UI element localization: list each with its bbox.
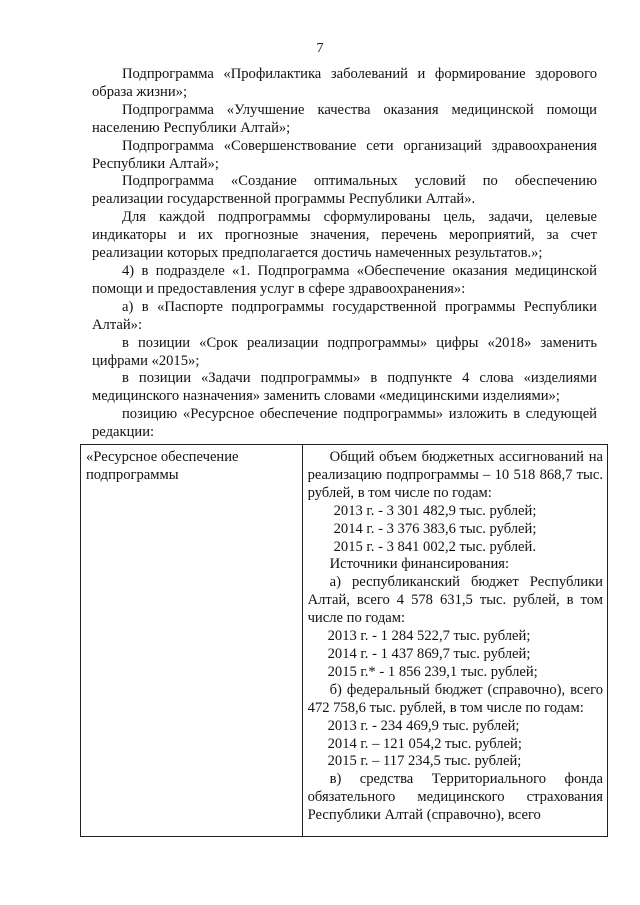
funding-total: Общий объем бюджетных ассигнований на реализацию подпрограммы – 10 518 868,7 тыс. рублей, в том числе по годам:: [307, 449, 603, 501]
funding-territorial: в) средства Территориального фонда обязательного медицинского страхования Республики Алтай (справочно), всего: [307, 771, 603, 824]
document-body: [92, 66, 597, 442]
funding-year: 2014 г. – 121 054,2 тыс. рублей;: [327, 735, 522, 752]
table-label-cell: [81, 445, 303, 837]
paragraph: в позиции «Срок реализации подпрограммы» цифры «2018» заменить цифрами «2015»;: [92, 334, 597, 369]
resource-table: [80, 444, 608, 837]
paragraph: а) в «Паспорте подпрограммы государственной программы Республики Алтай»:: [92, 298, 597, 333]
table-value-cell: [302, 445, 607, 837]
paragraph: в позиции «Задачи подпрограммы» в подпункте 4 слова «изделиями медицинского назначения» заменить словами «медицинскими изделиями»;: [92, 370, 597, 405]
paragraph: 4) в подразделе «1. Подпрограмма «Обеспечение оказания медицинской помощи и предоставления услуг в сфере здравоохранения»:: [92, 262, 597, 297]
funding-year: 2014 г. - 3 376 383,6 тыс. рублей;: [333, 520, 537, 537]
funding-year: 2013 г. - 1 284 522,7 тыс. рублей;: [327, 628, 531, 645]
paragraph: Подпрограмма «Совершенствование сети организаций здравоохранения Республики Алтай»;: [92, 137, 597, 172]
table-label: «Ресурсное обеспечение подпрограммы: [86, 449, 239, 483]
funding-sources-heading: Источники финансирования:: [329, 556, 510, 573]
paragraph: Подпрограмма «Профилактика заболеваний и формирование здорового образа жизни»;: [92, 66, 597, 100]
paragraph: позицию «Ресурсное обеспечение подпрограммы» изложить в следующей редакции:: [92, 406, 597, 441]
table-row: [81, 445, 608, 837]
paragraph: Подпрограмма «Улучшение качества оказания медицинской помощи населению Республики Алтай»;: [92, 101, 597, 136]
funding-year: 2014 г. - 1 437 869,7 тыс. рублей;: [327, 645, 531, 662]
funding-year: 2013 г. - 234 469,9 тыс. рублей;: [327, 717, 520, 734]
funding-details: [308, 449, 603, 836]
page-number: 7: [316, 41, 324, 56]
funding-year: 2015 г. – 117 234,5 тыс. рублей;: [327, 753, 522, 770]
funding-regional: а) республиканский бюджет Республики Алтай, всего 4 578 631,5 тыс. рублей, в том числе по годам:: [307, 574, 603, 627]
funding-year: 2015 г. - 3 841 002,2 тыс. рублей.: [333, 538, 536, 555]
funding-federal: б) федеральный бюджет (справочно), всего 472 758,6 тыс. рублей, в том числе по годам:: [307, 681, 603, 716]
paragraph: Подпрограмма «Создание оптимальных условий по обеспечению реализации государственной программы Республики Алтай».: [92, 173, 597, 208]
funding-year: 2015 г.* - 1 856 239,1 тыс. рублей;: [327, 663, 538, 680]
funding-year: 2013 г. - 3 301 482,9 тыс. рублей;: [333, 502, 537, 519]
paragraph: Для каждой подпрограммы сформулированы цель, задачи, целевые индикаторы и их прогнозные значения, перечень мероприятий, за счет реализации которых предполагается достичь намеченных результатов.»;: [92, 209, 597, 262]
